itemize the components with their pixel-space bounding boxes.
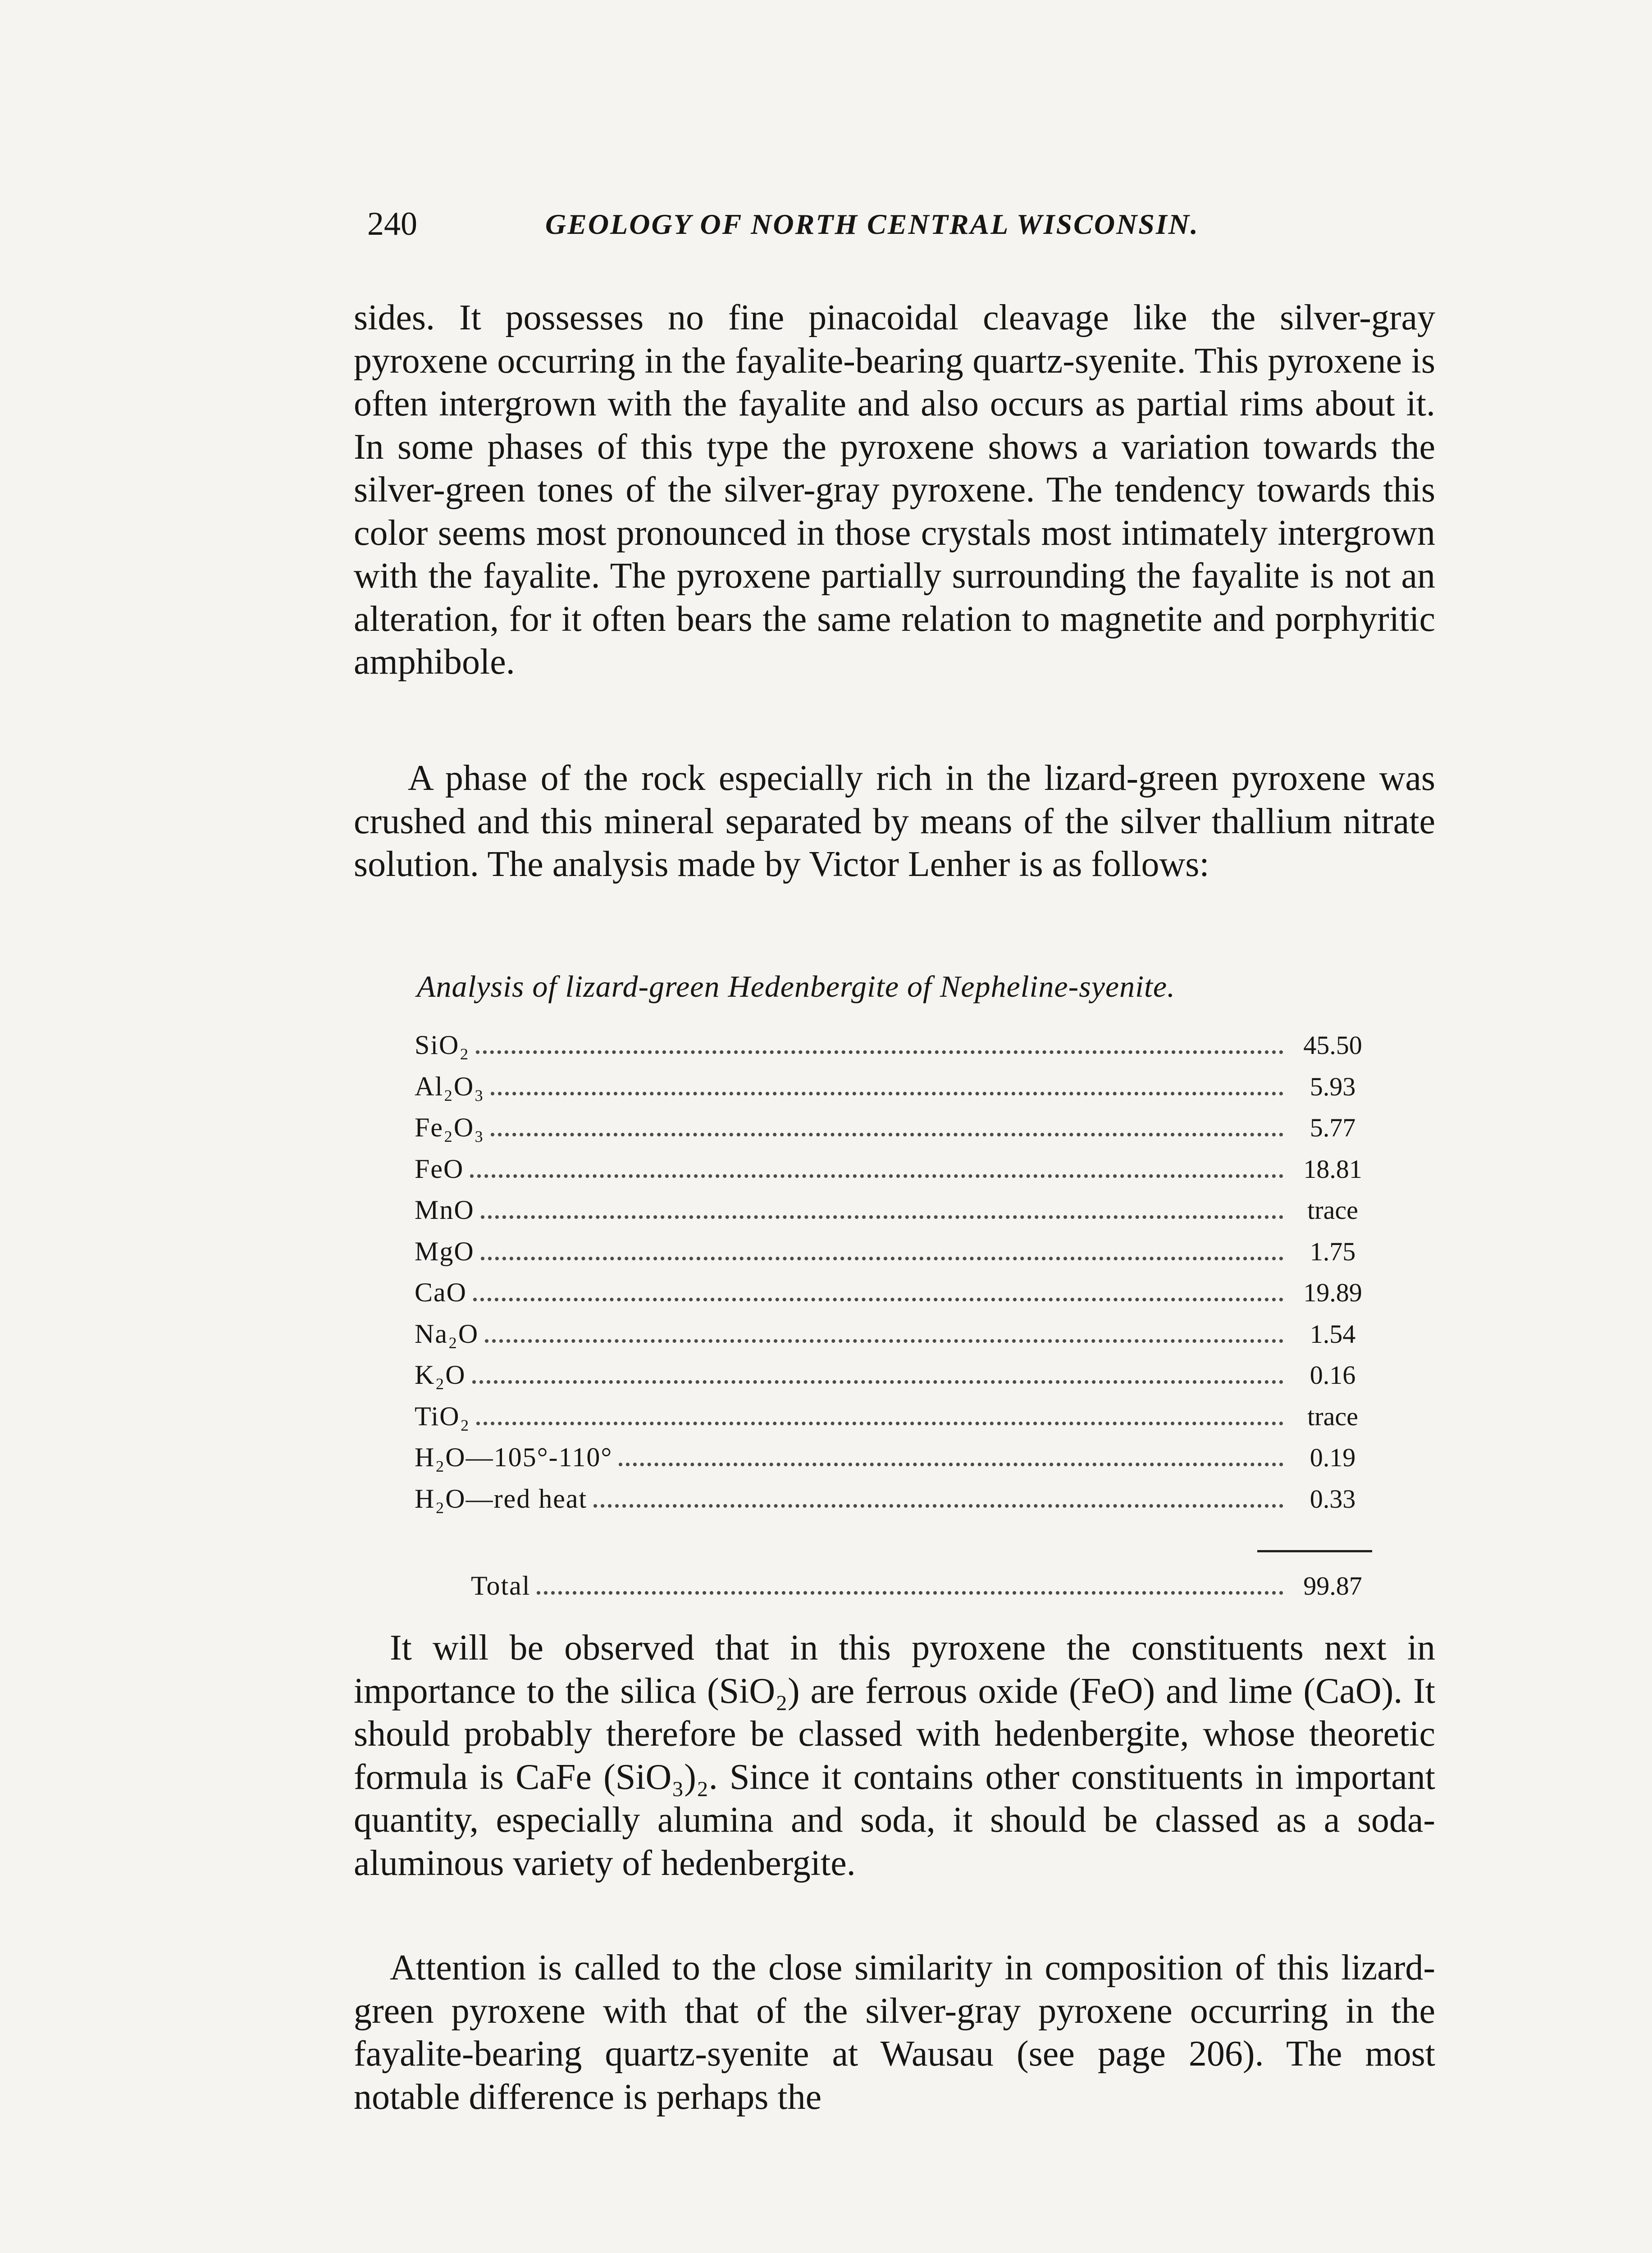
analysis-row [415,1154,1372,1195]
analysis-row [415,1071,1372,1113]
dot-leader [619,1463,1283,1466]
constituent-label: H₂O—red heat [415,1483,588,1514]
analysis-row [415,1195,1372,1236]
dot-leader [476,1050,1283,1054]
constituent-label: H₂O—105°-110° [415,1442,613,1472]
dot-leader [481,1215,1283,1219]
constituent-label: Na₂O [415,1318,479,1349]
constituent-value: 18.81 [1303,1154,1362,1184]
constituent-value: 0.33 [1310,1484,1356,1514]
dot-leader [472,1380,1283,1384]
constituent-value: 5.77 [1310,1113,1356,1142]
constituent-value: 0.16 [1310,1360,1356,1390]
running-title: GEOLOGY OF NORTH CENTRAL WISCONSIN. [545,208,1199,240]
constituent-value: 1.54 [1310,1319,1356,1349]
constituent-value: trace [1307,1401,1358,1431]
paragraph-classification: It will be observed that in this pyroxene the constituents next in importance to the silica (SiO₂) are ferrous oxide (FeO) and lime (CaO). It should probably therefore be classed with hedenbergite, whose theoretic formula is CaFe (SiO₃)₂. Since it contains other constituents in important quantity, especially alumina and soda, it should be classed as a soda-aluminous variety of hedenbergite. [354,1628,1435,1883]
paragraph-pyroxene-description: sides. It possesses no fine pinacoidal cleavage like the silver-gray pyroxene occurring in the fayalite-bearing quartz-syenite. This pyroxene is often intergrown with the fayalite and also occurs as partial rims about it. In some phases of this type the pyroxene shows a variation towards the silver-green tones of the silver-gray pyroxene. The tendency towards this color seems most pronounced in those crystals most intimately intergrown with the fayalite. The pyroxene partially surrounding the fayalite is not an alteration, for it often bears the same relation to magnetite and porphyritic amphibole. [354,298,1435,682]
constituent-label: MgO [415,1236,475,1266]
analysis-row [415,1318,1372,1360]
constituent-value: 19.89 [1303,1278,1362,1307]
analysis-caption: Analysis of lizard-green Hedenbergite of Nepheline-syenite. [417,969,1176,1003]
constituent-label: MnO [415,1195,475,1225]
dot-leader [491,1133,1283,1136]
constituent-value: trace [1307,1195,1358,1225]
analysis-row [415,1277,1372,1318]
dot-leader [476,1422,1283,1425]
constituent-label: FeO [415,1154,464,1184]
dot-leader [491,1092,1283,1095]
analysis-table [415,1030,1372,1524]
constituent-value: 0.19 [1310,1443,1356,1472]
analysis-row [415,1236,1372,1277]
paragraph-similarity: Attention is called to the close similarity in composition of this lizard-green pyroxene with that of the silver-gray pyroxene occurring in the fayalite-bearing quartz-syenite at Wausau (see page 206). The most notable difference is perhaps the [354,1948,1435,2117]
dot-leader [537,1591,1283,1595]
constituent-label: Fe₂O₃ [415,1113,485,1142]
constituent-label: K₂O [415,1360,466,1390]
constituent-label: CaO [415,1277,467,1307]
dot-leader [470,1174,1283,1178]
analysis-row [415,1359,1372,1401]
total-value: 99.87 [1303,1571,1362,1601]
total-label: Total [471,1571,531,1601]
total-rule [1257,1550,1372,1552]
constituent-label: Al₂O₃ [415,1071,485,1101]
dot-leader [481,1257,1283,1260]
analysis-row [415,1483,1372,1525]
analysis-row [415,1442,1372,1483]
dot-leader [593,1504,1283,1508]
running-head [367,205,1309,259]
constituent-value: 1.75 [1310,1236,1356,1266]
analysis-row [415,1401,1372,1442]
analysis-row [415,1112,1372,1154]
page-number: 240 [367,205,417,242]
analysis-row [415,1030,1372,1071]
constituent-label: SiO₂ [415,1030,470,1060]
dot-leader [473,1298,1283,1301]
paragraph-analysis-intro: A phase of the rock especially rich in the lizard-green pyroxene was crushed and this mineral separated by means of the silver thallium nitrate solution. The analysis made by Victor Lenher is as follows: [354,758,1435,884]
analysis-total-row [471,1570,1372,1601]
constituent-value: 5.93 [1310,1072,1356,1101]
constituent-label: TiO₂ [415,1401,470,1431]
dot-leader [485,1339,1283,1343]
constituent-value: 45.50 [1303,1031,1362,1060]
